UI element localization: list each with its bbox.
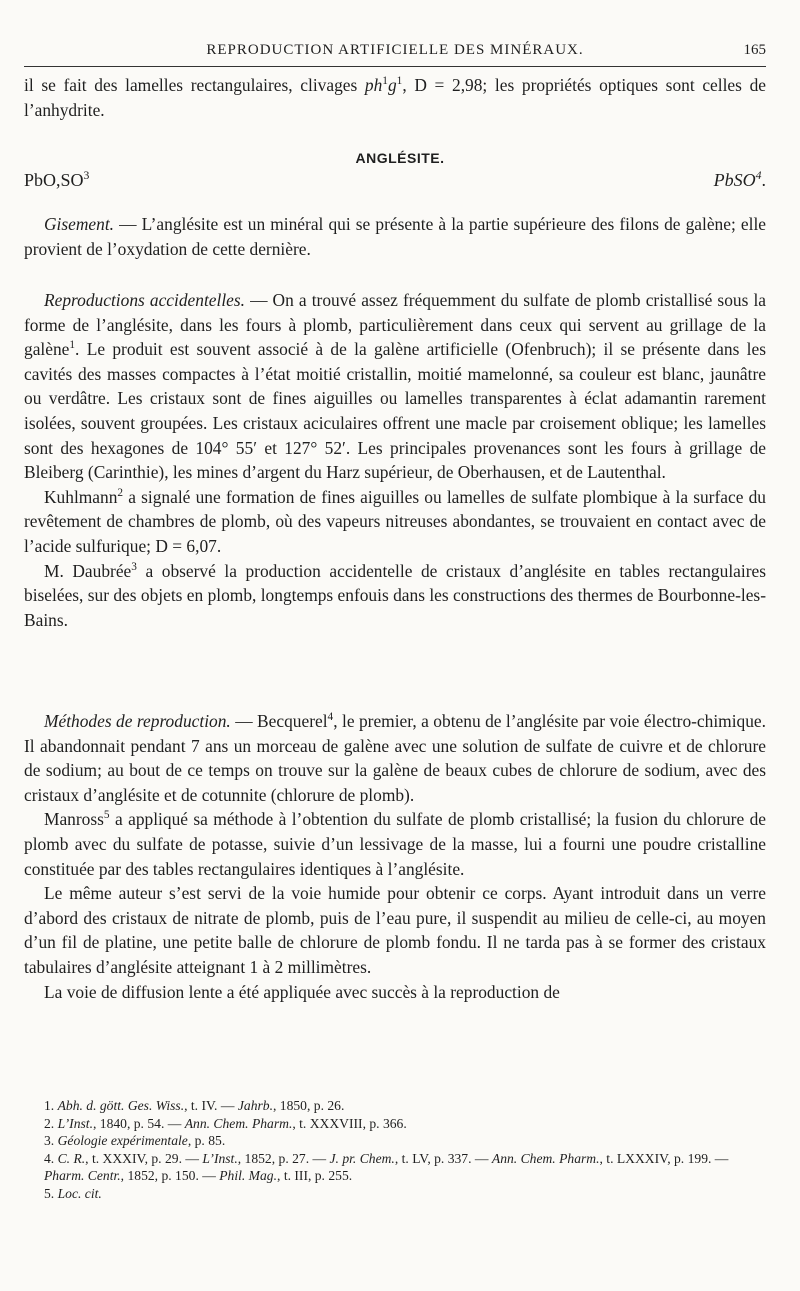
- footnote-text: , t. XXXVIII, p. 366.: [292, 1115, 407, 1131]
- footnote-text: , 1850, p. 26.: [272, 1098, 345, 1113]
- footnote-number: 5.: [44, 1185, 58, 1201]
- footnote-2: [24, 1115, 766, 1133]
- reproductions-section: [24, 288, 766, 632]
- page-header: [24, 40, 766, 67]
- methodes-paragraph-2: Manross$^5$ a appliqué sa méthode à l’obtention du sulfate de plomb cristallisé; la fusion du chlorure de plomb avec du sulfate de potasse, suivie d’un lessivage de la masse, lui a fourni une poudre cristalline constituée par des tables rectangulaires identiques à l’anglésite.: [24, 809, 766, 879]
- footnote-number: 1.: [44, 1098, 58, 1113]
- footnote-number: 3.: [44, 1133, 58, 1148]
- section-heading: ANGLÉSITE.: [355, 150, 445, 166]
- intro-text: il se fait des lamelles rectangulaires, clivages: [24, 75, 365, 95]
- cleavage-p-sup: 1: [382, 75, 388, 88]
- footnote-text: Pharm. Centr.: [44, 1168, 121, 1183]
- gisement-text: — L’anglésite est un minéral qui se présente à la partie supérieure des filons de galène; elle provient de l’oxydation de cette dernière.: [24, 214, 766, 259]
- reproductions-paragraph-1: Reproductions accidentelles. — On a trouvé assez fréquemment du sulfate de plomb cristallisé sous la forme de l’anglésite, dans les fours à plomb, particulièrement dans ceux qui servent au grillage de la galène$^1$. Le produit est souvent associé à de la galène artificielle (Ofenbruch); il se présente dans les cavités des masses compactes à l’état moitié cristallin, moitié mamelonné, sa couleur est blanc, jaunâtre ou verdâtre. Les cristaux sont de fines aiguilles ou lamelles transparentes à éclat adamantin rarement isolées, souvent groupées. Les cristaux aciculaires offrent une macle par croisement oblique; les lamelles sont des hexagones de 104° 55′ et 127° 52′. Les principales provenances sont les fours à grillage de Bleiberg (Carinthie), les mines d’argent du Harz supérieur, de Oberhausen, et de Lautenthal.: [24, 290, 766, 483]
- footnote-text: , t. LXXXIV, p. 199. —: [599, 1150, 729, 1166]
- footnote-text: Phil. Mag.: [219, 1168, 278, 1183]
- footnote-text: , t. III, p. 255.: [277, 1168, 353, 1183]
- footnote-text: Ann. Chem. Pharm.: [491, 1150, 600, 1166]
- footnote-number: 4.: [44, 1150, 58, 1166]
- footnote-3: [24, 1132, 766, 1150]
- footnotes: [24, 1097, 766, 1202]
- methodes-paragraph-3: Le même auteur s’est servi de la voie humide pour obtenir ce corps. Ayant introduit dans un verre d’abord des cristaux de nitrate de plomb, puis de l’eau pure, il suspendit au milieu de celle-ci, au moyen d’un fil de platine, une petite balle de chlorure de plomb fondu. Il ne tarda pas à se former des cristaux tabulaires d’anglésite atteignant 1 à 2 millimètres.: [24, 883, 766, 977]
- cleavage-g-sup: 1: [396, 75, 403, 88]
- footnote-text: , t. IV. —: [184, 1098, 238, 1113]
- footnote-5: [24, 1185, 766, 1203]
- footnote-number: 2.: [44, 1115, 58, 1131]
- footnote-text: , p. 85.: [187, 1133, 226, 1148]
- footnote-4: [24, 1150, 766, 1185]
- footnote-text: C. R.: [57, 1150, 86, 1166]
- intro-text-end: , D = 2,98; les propriétés optiques sont celles de l’anhydrite.: [24, 75, 766, 120]
- footnote-text: Jahrb.: [237, 1098, 273, 1113]
- footnote-text: Loc. cit.: [57, 1185, 102, 1201]
- footnote-text: Géologie expérimentale: [57, 1133, 188, 1148]
- formula-left: $PbO,SO^3$: [24, 169, 90, 190]
- footnote-text: , 1852, p. 150. —: [120, 1168, 220, 1183]
- intro-paragraph: [24, 73, 766, 122]
- page-number: 165: [743, 42, 766, 58]
- footnote-text: , 1852, p. 27. —: [237, 1150, 330, 1166]
- methodes-paragraph-1: Méthodes de reproduction. — Becquerel$^4$, le premier, a obtenu de l’anglésite par voie électro-chimique. Il abandonnait pendant 7 ans un morceau de galène avec une solution de sulfate de cuivre et de chlorure de sodium; au bout de ce temps on trouve sur la galène de beaux cubes de chlorure de sodium, avec des cristaux d’anglésite et de cotunnite (chlorure de plomb).: [24, 711, 766, 805]
- footnote-1: [24, 1097, 766, 1115]
- methodes-section: [24, 709, 766, 1004]
- gisement-label: Gisement.: [44, 214, 115, 234]
- gisement-paragraph: [24, 212, 766, 261]
- running-title: REPRODUCTION ARTIFICIELLE DES MINÉRAUX.: [206, 42, 584, 58]
- footnote-text: , t. LV, p. 337. —: [394, 1150, 492, 1166]
- footnote-text: L’Inst.: [57, 1115, 93, 1131]
- cleavage-p: ph: [364, 75, 383, 95]
- footnote-text: Abh. d. gött. Ges. Wiss.: [57, 1098, 185, 1113]
- reproductions-paragraph-3: M. Daubrée$^3$ a observé la production accidentelle de cristaux d’anglésite en tables rectangulaires biselées, sur des objets en plomb, longtemps enfouis dans les constructions des thermes de Bourbonne-les-Bains.: [24, 560, 766, 630]
- methodes-label: Méthodes de reproduction.: [44, 711, 231, 731]
- footnote-text: Ann. Chem. Pharm.: [184, 1115, 293, 1131]
- reproductions-paragraph-2: Kuhlmann$^2$ a signalé une formation de fines aiguilles ou lamelles de sulfate plombique à la surface du revêtement de chambres de plomb, où des vapeurs nitreuses abondantes, se trouvaient en contact avec de l’acide sulfurique; D = 6,07.: [24, 486, 766, 556]
- reproductions-label: Reproductions accidentelles.: [44, 290, 245, 310]
- cleavage-g: g: [387, 75, 397, 95]
- footnote-text: L’Inst.: [202, 1150, 238, 1166]
- footnote-text: , t. XXXIV, p. 29. —: [85, 1150, 203, 1166]
- footnote-text: , 1840, p. 54. —: [92, 1115, 185, 1131]
- footnote-text: J. pr. Chem.: [329, 1150, 395, 1166]
- formula-right: PbSO$^4$.: [713, 169, 766, 190]
- methodes-paragraph-4: La voie de diffusion lente a été appliquée avec succès à la reproduction de: [44, 981, 560, 1002]
